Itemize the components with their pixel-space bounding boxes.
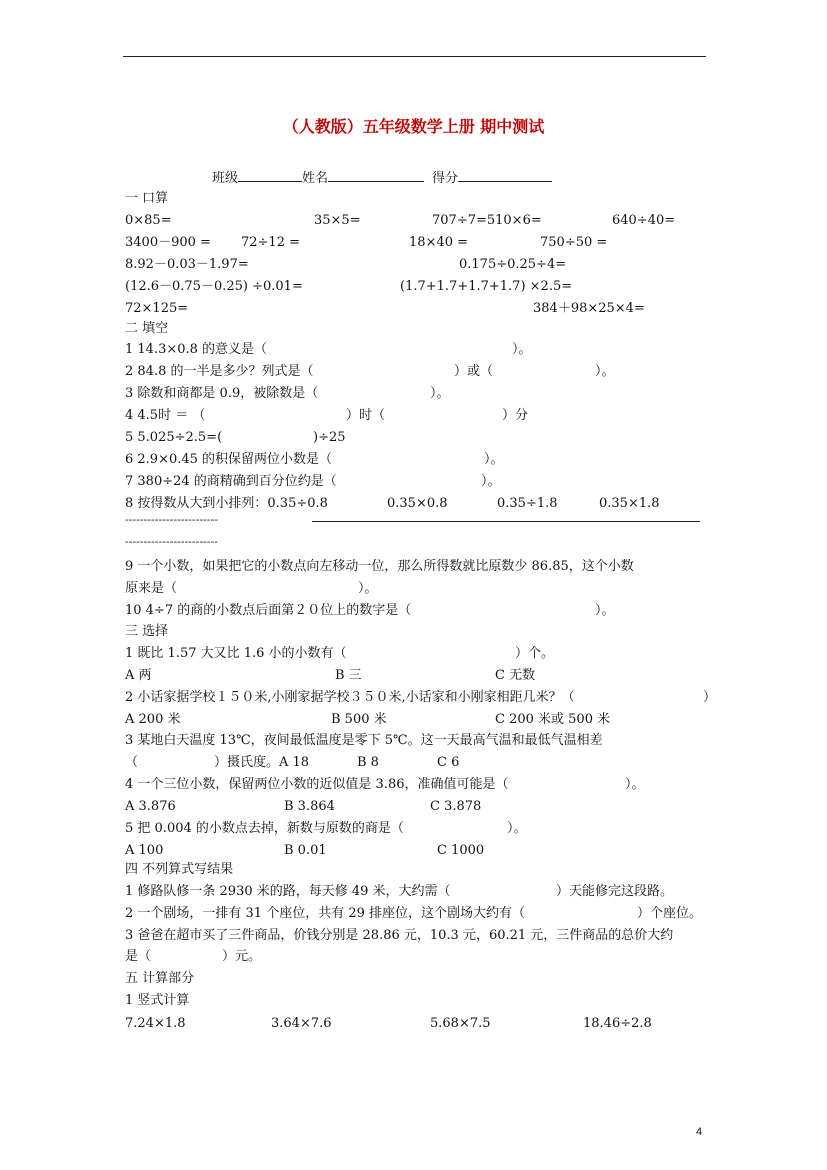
estimate-q3-line2: 是（ (125, 949, 152, 964)
choice-q1-option: C 无数 (495, 668, 536, 683)
estimate-q3-end: ）元。 (222, 949, 262, 964)
choice-q3-option: C 6 (437, 755, 460, 770)
section-heading-fill: 二 填空 (125, 321, 169, 336)
oral-item: 707÷7=510×6= (432, 213, 542, 228)
choice-q2-option: A 200 米 (125, 712, 181, 727)
oral-item: 3400－900 = (125, 235, 211, 250)
oral-item: 0×85= (125, 213, 172, 228)
fill-q2-end: ）。 (595, 364, 615, 379)
fill-q3-text: 3 除数和商都是 0.9，被除数是（ (125, 386, 319, 401)
score-blank (458, 169, 552, 182)
calc-subheading: 1 竖式计算 (125, 993, 190, 1008)
oral-item: 640÷40= (612, 213, 676, 228)
student-info-line (212, 167, 552, 186)
section-heading-calc: 五 计算部分 (125, 971, 195, 986)
fill-q8-item: 0.35÷1.8 (497, 496, 558, 511)
choice-q2-option: C 200 米或 500 米 (495, 712, 611, 727)
fill-q8-item: 0.35×0.8 (387, 496, 448, 511)
choice-q1-text: 1 既比 1.57 大又比 1.6 小的小数有（ (125, 646, 347, 661)
oral-item: 72÷12 = (241, 235, 301, 250)
header-rule (123, 56, 706, 57)
section-heading-choice: 三 选择 (125, 624, 169, 639)
oral-item: 8.92－0.03－1.97= (125, 257, 249, 272)
section-heading-oral: 一 口算 (125, 191, 169, 206)
section-heading-estimate: 四 不列算式写结果 (125, 862, 234, 877)
fill-q2-mid: ）或（ (454, 364, 494, 379)
fill-q6-text: 6 2.9×0.45 的积保留两位小数是（ (125, 452, 333, 467)
class-blank (238, 169, 302, 182)
estimate-q3-line1: 3 爸爸在超市买了三件商品，价钱分别是 28.86 元，10.3 元，60.21 元，三件商品的总价大约 (125, 928, 674, 943)
oral-item: 384＋98×25×4= (533, 301, 645, 316)
fill-q7-end: ）。 (481, 474, 501, 489)
choice-q5-text: 5 把 0.004 的小数点去掉，新数与原数的商是（ (125, 821, 404, 836)
class-label: 班级 (212, 171, 239, 186)
fill-q8-item: 0.35×1.8 (599, 496, 660, 511)
page-title: （人教版）五年级数学上册 期中测试 (282, 117, 545, 136)
choice-q3-line1: 3 某地白天温度 13℃，夜间最低温度是零下 5℃。这一天最高气温和最低气温相差 (125, 733, 603, 748)
calc-item: 5.68×7.5 (430, 1016, 491, 1031)
oral-item: 750÷50 = (540, 235, 608, 250)
oral-item: (12.6－0.75－0.25) ÷0.01= (125, 279, 303, 294)
choice-q3-line2: （ (125, 755, 139, 770)
fill-q4-text: 4 4.5时 ＝ （ (125, 408, 206, 423)
choice-q2-end: ） (703, 690, 717, 705)
fill-q3-end: ）。 (430, 386, 450, 401)
answer-dashes: ------------------------- (125, 536, 218, 548)
choice-q4-text: 4 一个三位小数，保留两位小数的近似值是 3.86，准确值可能是（ (125, 777, 509, 792)
choice-q1-end: ）个。 (515, 646, 555, 661)
answer-dashes: ------------------------- (125, 514, 218, 526)
choice-q5-option: C 1000 (437, 843, 485, 858)
estimate-q2-end: ）个座位。 (637, 906, 703, 921)
fill-q10-end: ）。 (595, 603, 615, 618)
name-label: 姓名 (302, 171, 329, 186)
oral-item: 72×125= (125, 301, 189, 316)
choice-q5-end: ）。 (507, 821, 527, 836)
name-blank (328, 169, 424, 182)
choice-q1-option: B 三 (335, 668, 362, 683)
page-number: 4 (696, 1126, 703, 1138)
fill-q1-text: 1 14.3×0.8 的意义是（ (125, 342, 268, 357)
fill-q5-end: )÷25 (313, 430, 346, 445)
fill-q9-end: ）。 (358, 581, 378, 596)
fill-q4-mid: ）时（ (346, 408, 386, 423)
fill-q10-text: 10 4÷7 的商的小数点后面第２０位上的数字是（ (125, 603, 412, 618)
fill-q4-end: ）分 (502, 408, 529, 423)
score-label: 得分 (432, 171, 459, 186)
choice-q2-text: 2 小话家据学校１５０米,小刚家据学校３５０米,小话家和小刚家相距几米？（ (125, 690, 575, 705)
oral-item: 0.175÷0.25÷4= (459, 257, 567, 272)
fill-q1-end: ）。 (512, 342, 532, 357)
calc-item: 7.24×1.8 (125, 1016, 186, 1031)
estimate-q1-end: ）天能修完这段路。 (556, 884, 674, 899)
oral-item: 18×40 = (409, 235, 469, 250)
fill-q9-line1: 9 一个小数，如果把它的小数点向左移动一位，那么所得数就比原数少 86.85，这个小数 (125, 559, 634, 574)
choice-q4-option: C 3.878 (430, 799, 482, 814)
fill-q2-text: 2 84.8 的一半是多少？列式是（ (125, 364, 314, 379)
fill-q8-text: 8 按得数从大到小排列：0.35÷0.8 (125, 496, 328, 511)
fill-q5-text: 5 5.025÷2.5=( (125, 430, 223, 445)
choice-q5-option: B 0.01 (284, 843, 327, 858)
oral-item: (1.7+1.7+1.7+1.7) ×2.5= (400, 279, 573, 294)
answer-rule (312, 521, 700, 522)
oral-item: 35×5= (314, 213, 361, 228)
choice-q3-option: B 8 (357, 755, 379, 770)
choice-q4-option: A 3.876 (125, 799, 176, 814)
choice-q4-end: ）。 (625, 777, 645, 792)
fill-q9-line2: 原来是（ (125, 581, 178, 596)
choice-q1-option: A 两 (125, 668, 152, 683)
fill-q7-text: 7 380÷24 的商精确到百分位约是（ (125, 474, 337, 489)
choice-q2-option: B 500 米 (331, 712, 387, 727)
choice-q4-option: B 3.864 (284, 799, 335, 814)
choice-q3-option: ）摄氏度。A 18 (214, 755, 310, 770)
fill-q6-end: ）。 (484, 452, 504, 467)
calc-item: 18.46÷2.8 (583, 1016, 652, 1031)
estimate-q2-text: 2 一个剧场，一排有 31 个座位，共有 29 排座位，这个剧场大约有（ (125, 906, 526, 921)
calc-item: 3.64×7.6 (271, 1016, 332, 1031)
estimate-q1-text: 1 修路队修一条 2930 米的路，每天修 49 米，大约需（ (125, 884, 451, 899)
choice-q5-option: A 100 (125, 843, 164, 858)
